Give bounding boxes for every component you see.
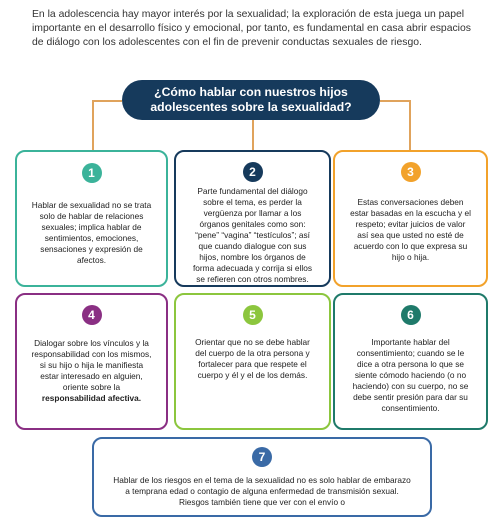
card-text-bold: responsabilidad afectiva. bbox=[41, 393, 142, 403]
card-text: Importante hablar del consentimiento; cuando se le dice a otra persona lo que se siente cómodo haciendo (o no haciendo) con su cuerpo, no se debe sentir presión para dar su consentimiento. bbox=[352, 337, 469, 413]
title-banner: ¿Cómo hablar con nuestros hijos adolescentes sobre la sexualidad? bbox=[122, 80, 380, 120]
card-text: Hablar de sexualidad no se trata solo de hablar de relaciones sexuales; implica hablar de sentimientos, emociones, sensaciones y expresión de afectos. bbox=[31, 200, 152, 265]
number-badge: 4 bbox=[82, 305, 102, 325]
card-text: Parte fundamental del diálogo sobre el tema, es perder la vergüenza por llamar a los órganos genitales como son: “pene” “vagina” “testículos”; así que cuando dialogue con sus hijos, nombre los órganos de forma adecuada y corrija si ellos se refieren con otros nombres. bbox=[193, 186, 312, 284]
connector-line-left bbox=[92, 100, 122, 102]
connector-line-center bbox=[252, 120, 254, 150]
number-badge: 5 bbox=[243, 305, 263, 325]
card-text: Orientar que no se debe hablar del cuerpo de la otra persona y fortalecer para que respete el cuerpo y él y el de los demás. bbox=[195, 337, 310, 380]
connector-line-right bbox=[380, 100, 410, 102]
tip-card-4 bbox=[15, 293, 168, 430]
tip-card-1 bbox=[15, 150, 168, 287]
tip-card-3 bbox=[333, 150, 488, 287]
card-text: Hablar de los riesgos en el tema de la sexualidad no es solo hablar de embarazo a temprana edad o contagio de alguna enfermedad de transmisión sexual. Riesgos también tiene que ver con el envío o bbox=[113, 475, 411, 507]
tip-card-7 bbox=[92, 437, 432, 517]
number-badge: 2 bbox=[243, 162, 263, 182]
connector-line-right-down bbox=[409, 100, 411, 150]
number-badge: 6 bbox=[401, 305, 421, 325]
connector-line-left-down bbox=[92, 100, 94, 150]
number-badge: 3 bbox=[401, 162, 421, 182]
number-badge: 7 bbox=[252, 447, 272, 467]
tip-card-2 bbox=[174, 150, 331, 287]
intro-paragraph: En la adolescencia hay mayor interés por la sexualidad; la exploración de esta juega un papel importante en el desarrollo físico y emocional, por tanto, es fundamental en casa abrir espacios de diálogo con los adolescentes con el fin de prevenir conductas sexuales de riesgo. bbox=[32, 9, 471, 48]
tip-card-6 bbox=[333, 293, 488, 430]
number-badge: 1 bbox=[82, 163, 102, 183]
tip-card-5 bbox=[174, 293, 331, 430]
card-text-main: Dialogar sobre los vínculos y la responsabilidad con los mismos, si su hijo o hija le manifiesta estar interesado en alguien, oriente sobre la bbox=[31, 338, 152, 392]
card-text bbox=[17, 338, 166, 404]
card-text: Estas conversaciones deben estar basadas en la escucha y el respeto; evitar juicios de valor así sea que usted no esté de acuerdo con lo que expresa su hijo o hija. bbox=[350, 197, 471, 262]
